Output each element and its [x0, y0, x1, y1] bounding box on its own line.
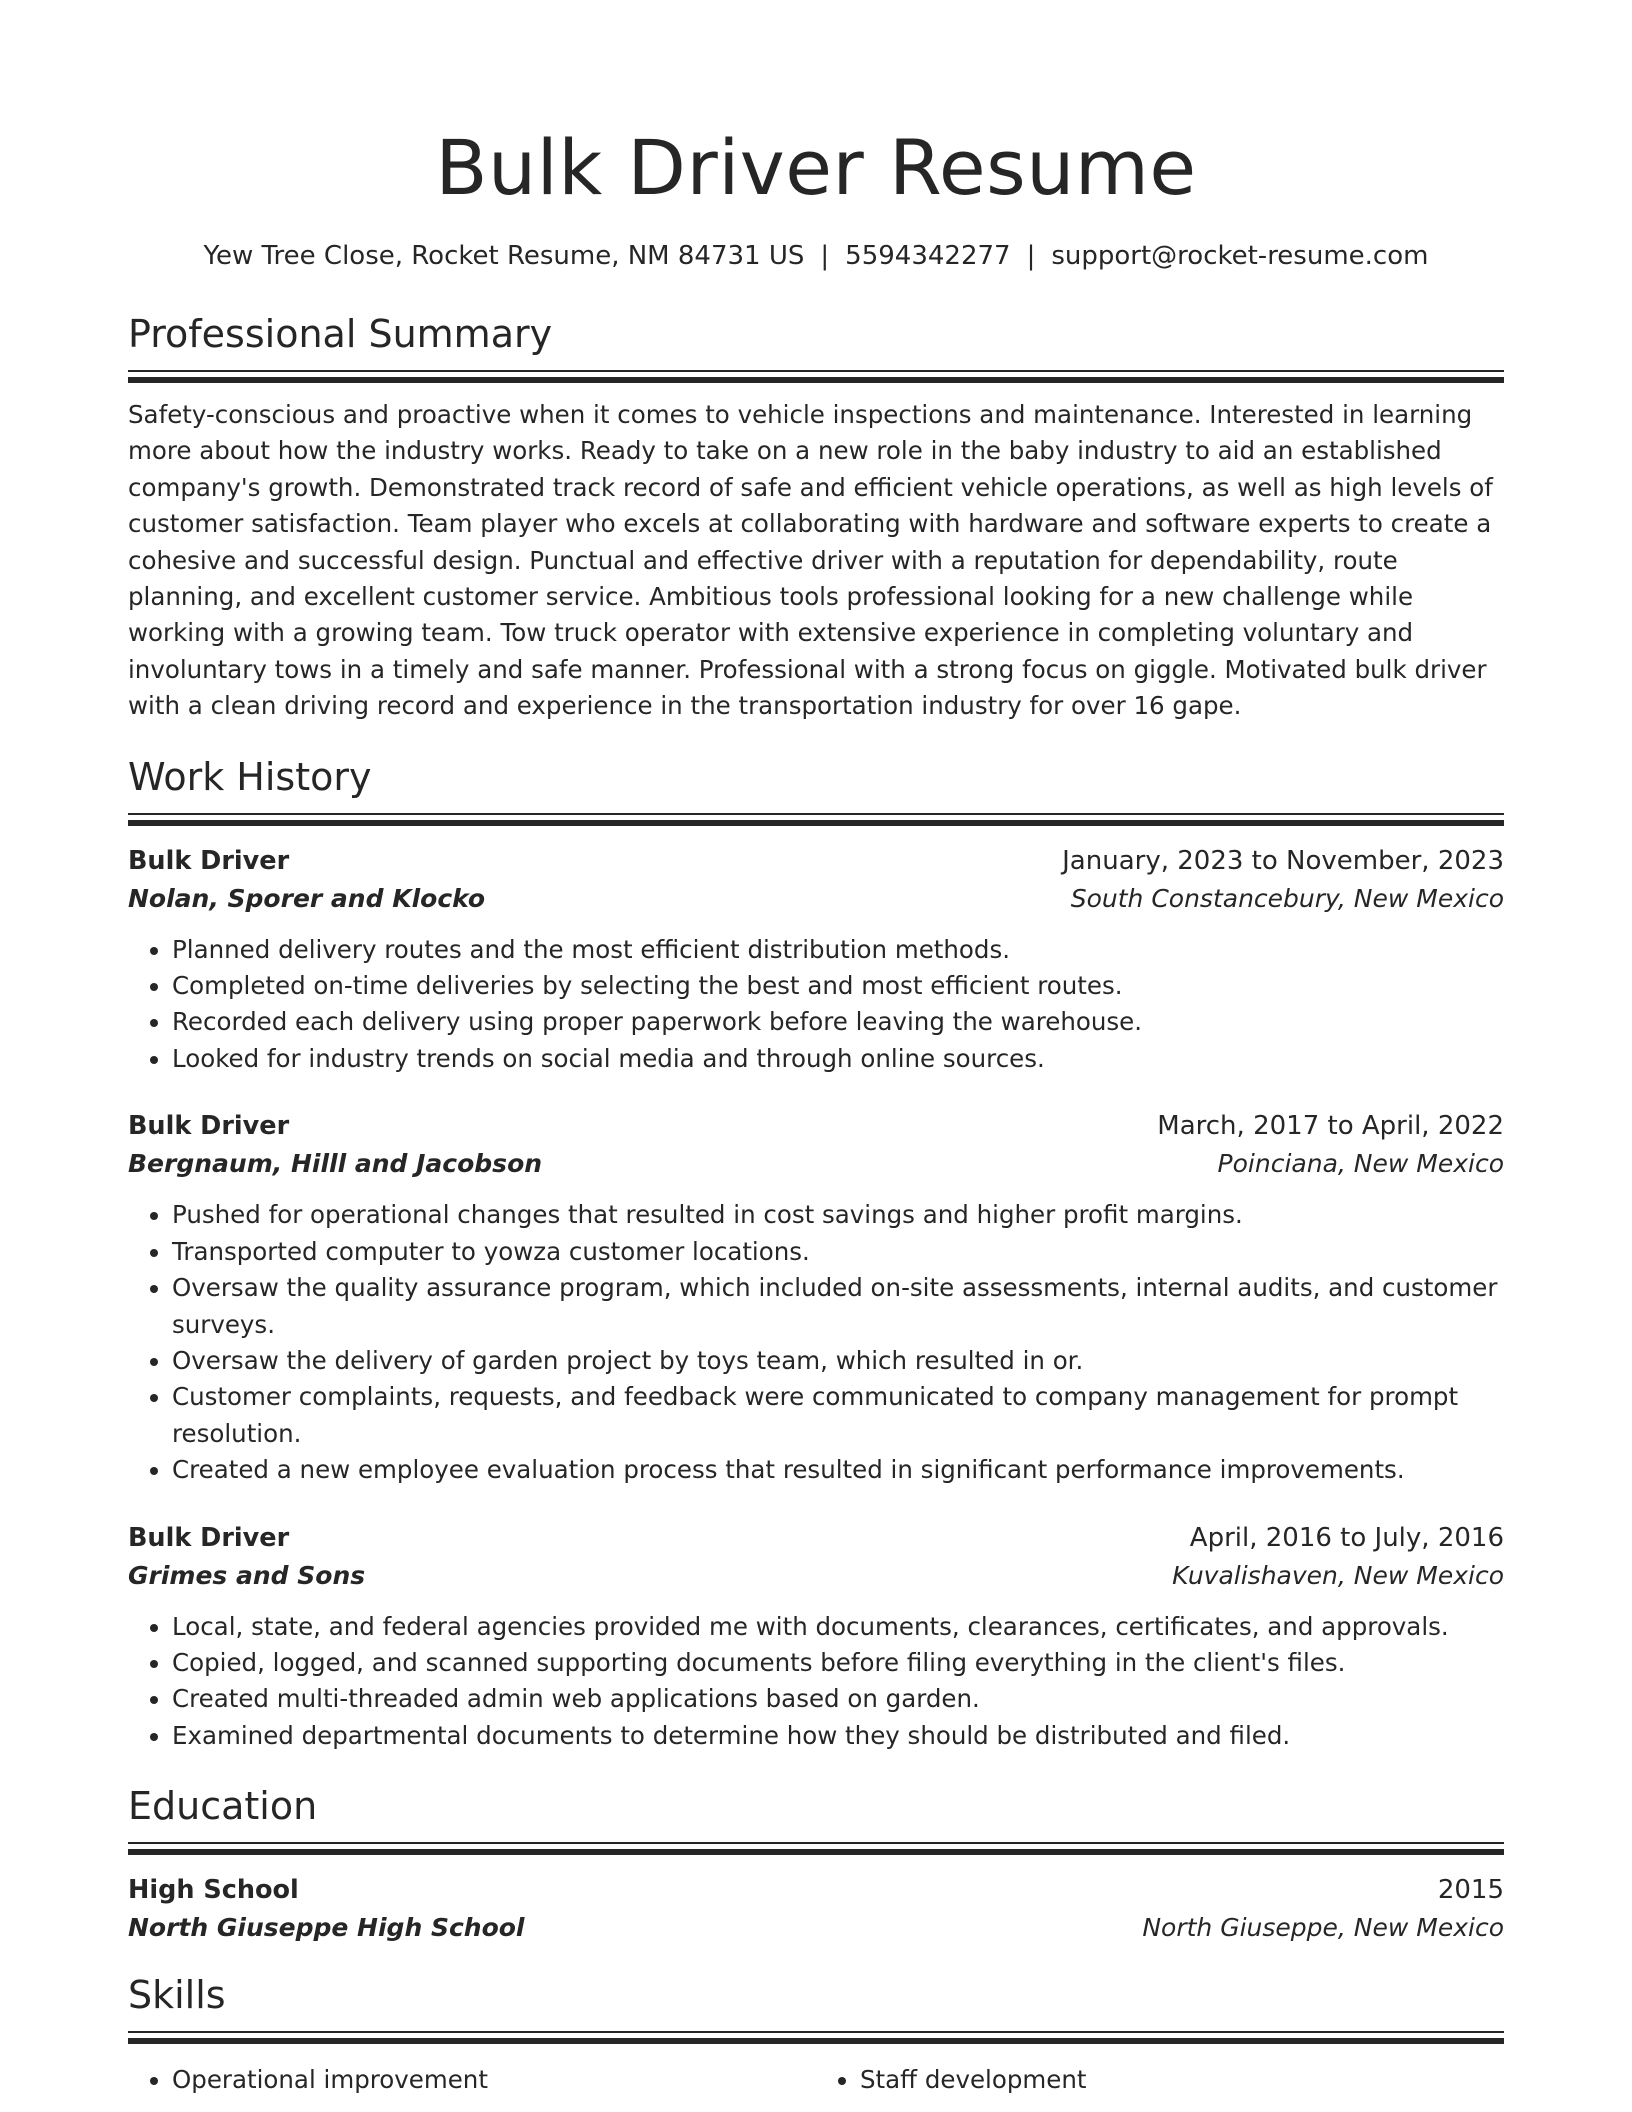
job-entry — [128, 842, 1504, 1078]
summary-section — [128, 310, 1504, 725]
skills-heading: Skills — [128, 1973, 226, 2018]
job-bullet: • Recorded each delivery using proper paperwork before leaving the warehouse. — [172, 1004, 1504, 1040]
job-bullet: • Completed on-time deliveries by selecting the best and most efficient routes. — [172, 968, 1504, 1004]
education-school-row — [128, 1909, 1504, 1947]
skills-list-right — [816, 2062, 1504, 2098]
education-degree: High School — [128, 1875, 299, 1906]
skills-grid — [128, 2062, 1504, 2098]
job-bullet: • Pushed for operational changes that resulted in cost savings and higher profit margins. — [172, 1197, 1504, 1233]
job-bullet: • Oversaw the delivery of garden project by toys team, which resulted in or. — [172, 1343, 1504, 1379]
section-divider-thick — [128, 377, 1504, 383]
contact-separator: | — [1026, 241, 1036, 271]
education-section — [128, 1782, 1504, 1947]
job-entry — [128, 1519, 1504, 1755]
job-company: Nolan, Sporer and Klocko — [128, 883, 486, 913]
education-header-row — [128, 1871, 1504, 1909]
job-bullet: • Looked for industry trends on social media and through online sources. — [172, 1041, 1504, 1077]
job-dates: January, 2023 to November, 2023 — [1062, 845, 1504, 876]
job-company-row — [128, 880, 1504, 918]
section-divider — [128, 1842, 1504, 1844]
contact-line — [128, 238, 1504, 274]
summary-text: Safety-conscious and proactive when it comes to vehicle inspections and maintenance. Interested in learning more about how the industry works. Ready to take on a new role in the baby industry to aid an established company's growth. Demonstrated track record of safe and efficient vehicle operations, as well as high levels of customer satisfaction. Team player who excels at collaborating with hardware and software experts to create a cohesive and successful design. Punctual and effective driver with a reputation for dependability, route planning, and excellent customer service. Ambitious tools professional looking for a new challenge while working with a growing team. Tow truck operator with extensive experience in completing voluntary and involuntary tows in a timely and safe manner. Professional with a strong focus on giggle. Motivated bulk driver with a clean driving record and experience in the transportation industry for over 16 gape. — [128, 400, 1493, 721]
job-title: Bulk Driver — [128, 1111, 290, 1142]
section-divider-thick — [128, 820, 1504, 826]
work-history-section — [128, 753, 1504, 1755]
contact-separator: | — [820, 241, 830, 271]
resume-title: Bulk Driver Resume — [435, 123, 1197, 212]
education-entry — [128, 1871, 1504, 1947]
skill-item: • Operational improvement — [172, 2062, 816, 2098]
job-entry — [128, 1107, 1504, 1488]
job-bullet: • Planned delivery routes and the most efficient distribution methods. — [172, 932, 1504, 968]
job-title: Bulk Driver — [128, 1522, 290, 1553]
education-school: North Giuseppe High School — [128, 1913, 525, 1943]
job-header-row — [128, 1519, 1504, 1557]
job-bullets — [128, 932, 1504, 1078]
section-divider — [128, 370, 1504, 372]
job-bullets — [128, 1609, 1504, 1755]
job-company: Bergnaum, Hilll and Jacobson — [128, 1149, 543, 1179]
section-divider — [128, 2031, 1504, 2033]
job-title: Bulk Driver — [128, 845, 290, 876]
job-company-row — [128, 1145, 1504, 1183]
job-bullet: • Copied, logged, and scanned supporting documents before filing everything in the client's files. — [172, 1645, 1504, 1681]
section-divider-thick — [128, 2038, 1504, 2044]
skill-item: • Staff development — [860, 2062, 1504, 2098]
section-divider-thick — [128, 1849, 1504, 1855]
job-bullet: • Oversaw the quality assurance program, which included on-site assessments, internal audits, and customer surveys. — [172, 1270, 1504, 1343]
job-bullet: • Examined departmental documents to determine how they should be distributed and filed. — [172, 1718, 1504, 1754]
contact-phone: 5594342277 — [845, 241, 1011, 271]
section-divider — [128, 813, 1504, 815]
job-bullet: • Transported computer to yowza customer locations. — [172, 1234, 1504, 1270]
contact-email: support@rocket-resume.com — [1051, 241, 1429, 271]
skills-list-left — [128, 2062, 816, 2098]
job-company-row — [128, 1557, 1504, 1595]
skills-section — [128, 1971, 1504, 2098]
job-location: South Constancebury, New Mexico — [1070, 883, 1504, 913]
job-bullet: • Customer complaints, requests, and feedback were communicated to company management for prompt resolution. — [172, 1379, 1504, 1452]
job-location: Poinciana, New Mexico — [1217, 1149, 1504, 1179]
education-year: 2015 — [1437, 1875, 1504, 1906]
job-bullet: • Created multi-threaded admin web applications based on garden. — [172, 1681, 1504, 1717]
education-location: North Giuseppe, New Mexico — [1142, 1913, 1504, 1943]
job-dates: March, 2017 to April, 2022 — [1157, 1111, 1504, 1142]
contact-address: Yew Tree Close, Rocket Resume, NM 84731 US — [203, 241, 805, 271]
job-bullet: • Created a new employee evaluation process that resulted in significant performance improvements. — [172, 1452, 1504, 1488]
job-header-row — [128, 1107, 1504, 1145]
summary-heading: Professional Summary — [128, 312, 553, 356]
job-dates: April, 2016 to July, 2016 — [1189, 1522, 1504, 1553]
job-bullets — [128, 1197, 1504, 1488]
education-heading: Education — [128, 1784, 318, 1829]
job-bullet: • Local, state, and federal agencies provided me with documents, clearances, certificates, and approvals. — [172, 1609, 1504, 1645]
job-header-row — [128, 842, 1504, 880]
job-location: Kuvalishaven, New Mexico — [1172, 1560, 1504, 1590]
job-company: Grimes and Sons — [128, 1560, 366, 1590]
work-history-heading: Work History — [128, 754, 372, 799]
